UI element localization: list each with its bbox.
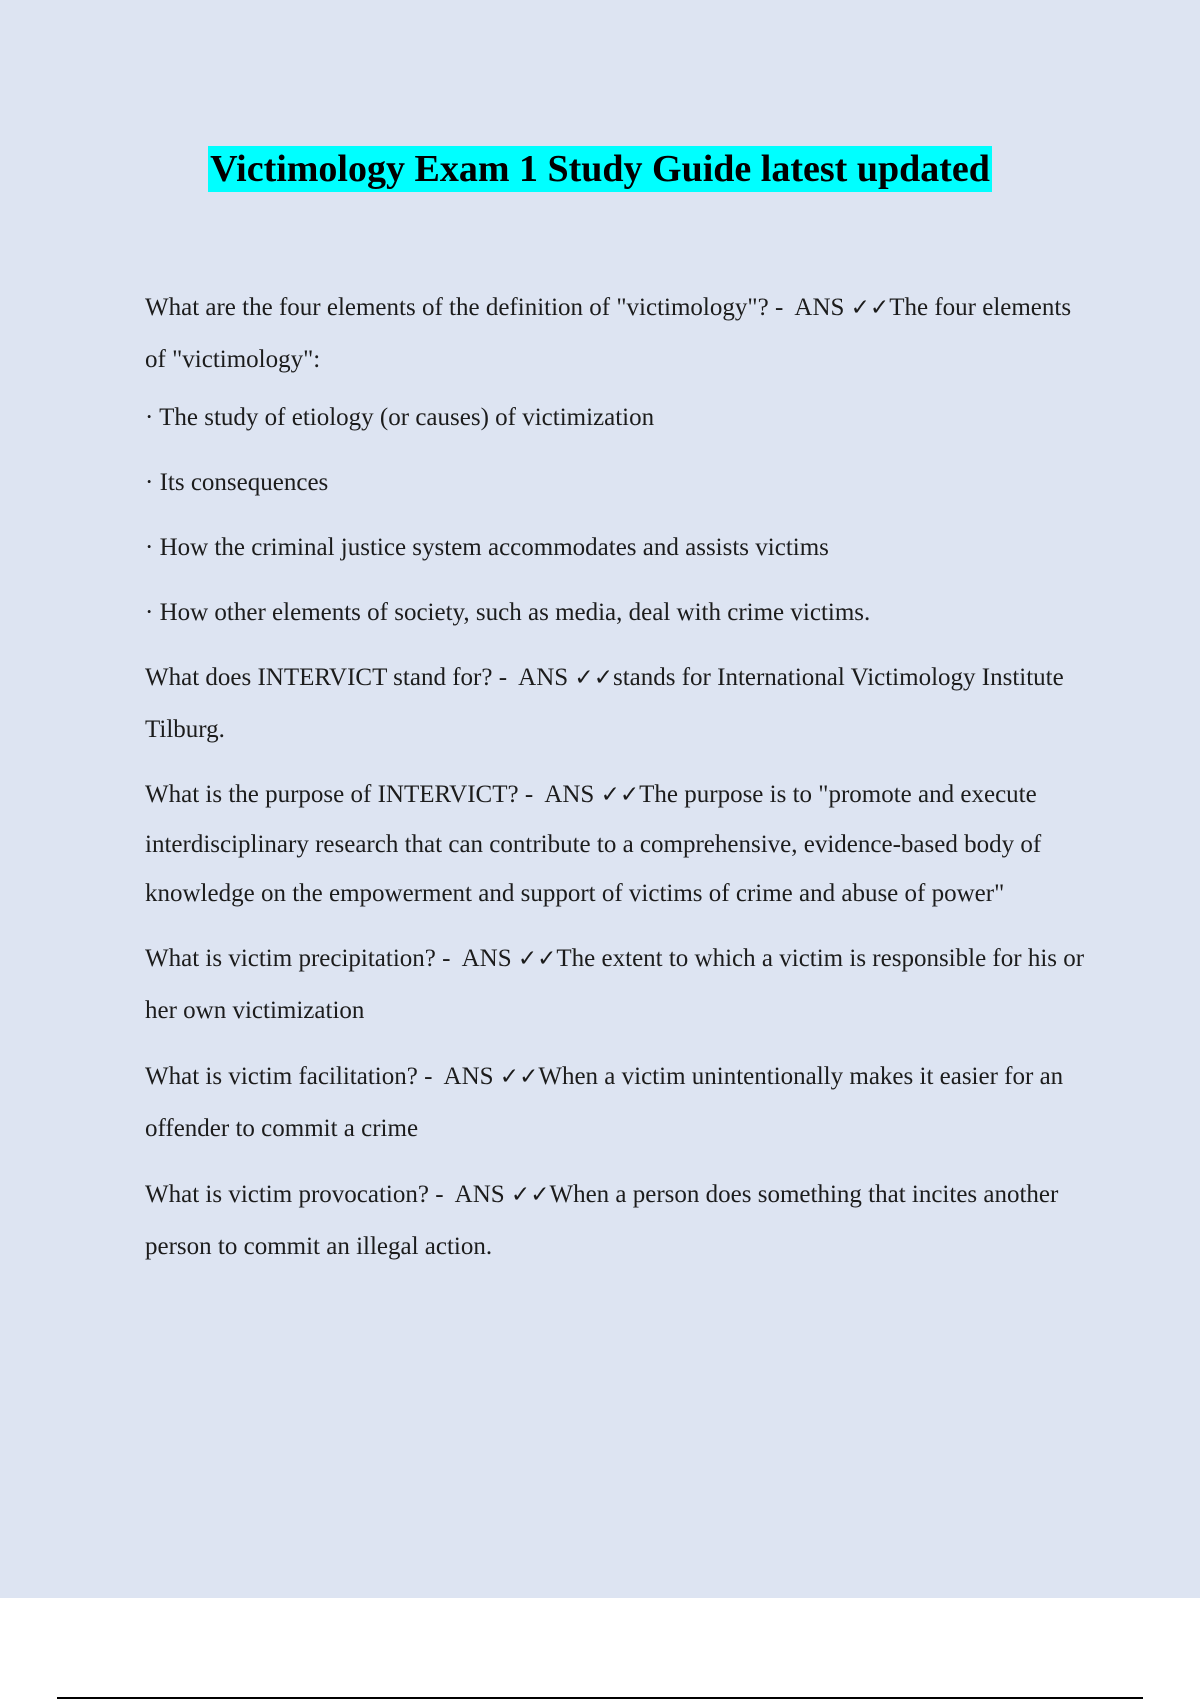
separator: - <box>768 294 795 321</box>
answer-text: stands for International Victimology Institute Tilburg. <box>145 664 1064 743</box>
ans-label: ANS <box>443 1063 500 1090</box>
list-item: · Its consequences <box>145 469 329 496</box>
question-text: What is the purpose of INTERVICT? <box>145 781 519 808</box>
question-text: What does INTERVICT stand for? <box>145 664 493 691</box>
question-text: What is victim facilitation? <box>145 1063 418 1090</box>
question-text: What are the four elements of the definition of "victimology"? <box>145 294 769 321</box>
answer-text: The four elements of "victimology": <box>145 294 1072 373</box>
double-check-icon: ✓✓ <box>850 295 890 321</box>
ans-label: ANS <box>518 664 575 691</box>
qa-item-4 <box>145 933 1090 1036</box>
question-text: What is victim precipitation? <box>145 945 436 972</box>
answer-text: When a person does something that incites another person to commit an illegal action. <box>145 1181 1059 1260</box>
footer-rule <box>57 1697 1143 1699</box>
list-item: · How the criminal justice system accommodates and assists victims <box>145 534 829 561</box>
title-container <box>0 146 1200 192</box>
question-text: What is victim provocation? <box>145 1181 429 1208</box>
separator: - <box>492 664 519 691</box>
ans-label: ANS <box>461 945 518 972</box>
qa-item-6 <box>145 1169 1090 1272</box>
study-guide-content <box>145 282 1090 1287</box>
ans-label: ANS <box>544 781 601 808</box>
double-check-icon: ✓✓ <box>517 946 557 972</box>
ans-label: ANS <box>794 294 851 321</box>
qa-item-2 <box>145 652 1090 755</box>
list-item: · How other elements of society, such as media, deal with crime victims. <box>145 599 871 626</box>
ans-label: ANS <box>454 1181 511 1208</box>
answer-text: The purpose is to "promote and execute interdisciplinary research that can contribute to a comprehensive, evidence-based body of knowledge on the empowerment and support of victims of crime and abuse of power" <box>145 781 1042 907</box>
double-check-icon: ✓✓ <box>574 665 613 691</box>
separator: - <box>428 1181 455 1208</box>
qa-item-5 <box>145 1051 1090 1154</box>
separator: - <box>417 1063 444 1090</box>
qa-item-1 <box>145 282 1090 385</box>
double-check-icon: ✓✓ <box>499 1064 539 1090</box>
qa-item-3 <box>145 770 1090 918</box>
double-check-icon: ✓✓ <box>510 1182 550 1208</box>
document-title: Victimology Exam 1 Study Guide latest updated <box>210 148 990 190</box>
answer-text: When a victim unintentionally makes it easier for an offender to commit a crime <box>145 1063 1064 1142</box>
separator: - <box>518 781 545 808</box>
list-item: · The study of etiology (or causes) of victimization <box>145 404 655 431</box>
answer-text: The extent to which a victim is responsible for his or her own victimization <box>145 945 1085 1024</box>
separator: - <box>435 945 462 972</box>
double-check-icon: ✓✓ <box>600 782 640 808</box>
